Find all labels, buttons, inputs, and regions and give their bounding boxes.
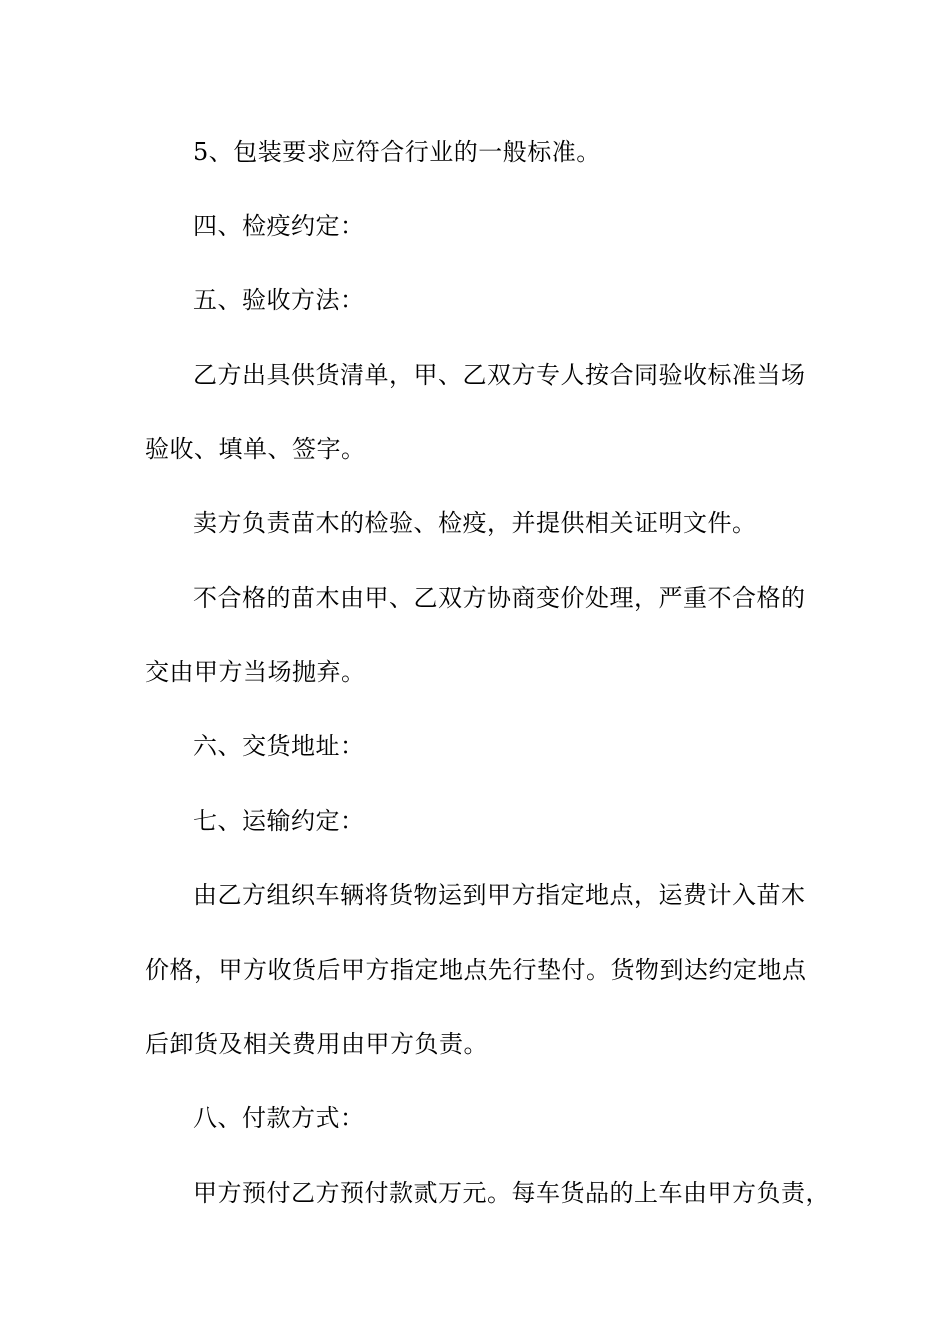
- text-line: 甲方预付乙方预付款贰万元。每车货品的上车由甲方负责，: [193, 1179, 830, 1207]
- text-line: 后卸货及相关费用由甲方负责。: [145, 1030, 488, 1058]
- text-line: 价格，甲方收货后甲方指定地点先行垫付。货物到达约定地点: [145, 956, 807, 984]
- section-heading: 五、验收方法：: [193, 286, 365, 314]
- text-line: 由乙方组织车辆将货物运到甲方指定地点，运费计入苗木: [193, 881, 806, 909]
- text-line: 卖方负责苗木的检验、检疫，并提供相关证明文件。: [193, 509, 757, 537]
- section-heading: 八、付款方式：: [193, 1104, 365, 1132]
- text-line: 不合格的苗木由甲、乙双方协商变价处理，严重不合格的: [193, 584, 806, 612]
- section-heading: 四、检疫约定：: [193, 212, 365, 240]
- text-line: 验收、填单、签字。: [145, 435, 366, 463]
- section-heading: 七、运输约定：: [193, 807, 365, 835]
- text-line: 乙方出具供货清单，甲、乙双方专人按合同验收标准当场: [193, 361, 806, 389]
- text-line: 5、包装要求应符合行业的一般标准。: [193, 138, 601, 166]
- section-heading: 六、交货地址：: [193, 732, 365, 760]
- text-line: 交由甲方当场抛弃。: [145, 658, 366, 686]
